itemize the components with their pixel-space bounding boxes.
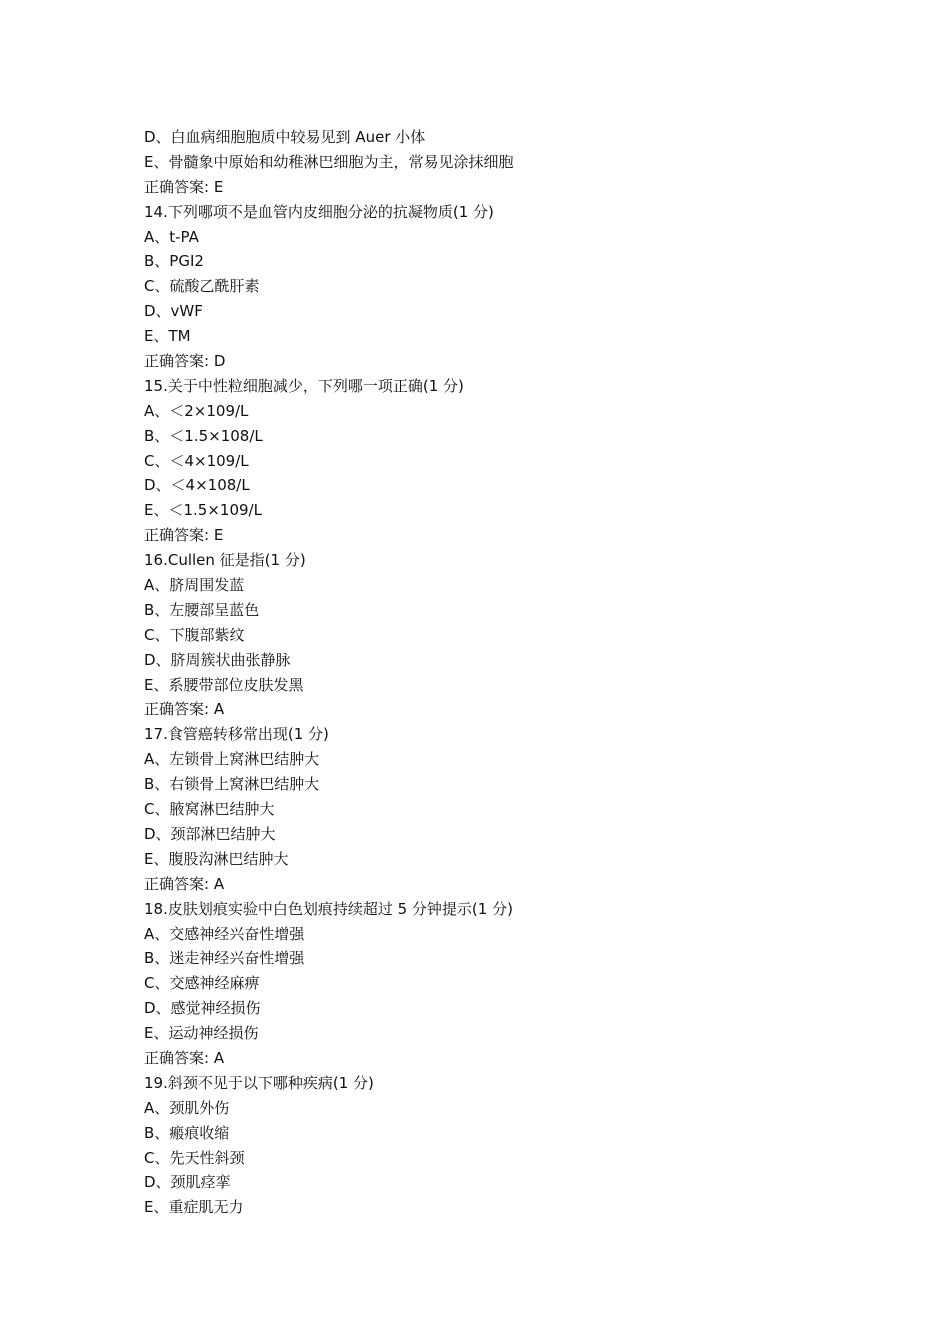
option-line: E、TM [144, 327, 191, 346]
option-line: C、交感神经麻痹 [144, 974, 260, 993]
answer-line: 正确答案: D [144, 352, 226, 371]
answer-line: 正确答案: E [144, 177, 224, 196]
option-line: A、颈肌外伤 [144, 1098, 230, 1117]
option-line: A、左锁骨上窝淋巴结肿大 [144, 750, 320, 769]
option-line: E、系腰带部位皮肤发黑 [144, 675, 304, 694]
option-line: A、脐周围发蓝 [144, 576, 245, 595]
option-line: B、瘢痕收缩 [144, 1123, 230, 1142]
option-line: E、运动神经损伤 [144, 1024, 259, 1043]
option-line: D、颈肌痉挛 [144, 1173, 231, 1192]
question-line: 18.皮肤划痕实验中白色划痕持续超过 5 分钟提示(1 分) [144, 899, 513, 918]
option-line: D、感觉神经损伤 [144, 999, 261, 1018]
option-line: C、＜4×109/L [144, 451, 249, 470]
option-line: B、右锁骨上窝淋巴结肿大 [144, 775, 320, 794]
option-line: B、PGI2 [144, 252, 204, 271]
option-line: C、硫酸乙酰肝素 [144, 277, 260, 296]
answer-line: 正确答案: A [144, 1048, 225, 1067]
answer-line: 正确答案: A [144, 700, 225, 719]
option-line: D、白血病细胞胞质中较易见到 Auer 小体 [144, 128, 426, 146]
option-line: D、＜4×108/L [144, 476, 250, 495]
question-line: 16.Cullen 征是指(1 分) [144, 551, 306, 570]
option-line: A、t-PA [144, 227, 199, 246]
option-line: B、＜1.5×108/L [144, 426, 263, 445]
option-line: B、左腰部呈蓝色 [144, 600, 260, 619]
option-line: A、交感神经兴奋性增强 [144, 924, 305, 943]
option-line: E、骨髓象中原始和幼稚淋巴细胞为主，常易见涂抹细胞 [144, 152, 514, 171]
option-line: E、重症肌无力 [144, 1198, 244, 1217]
option-line: A、＜2×109/L [144, 401, 249, 420]
option-line: D、脐周簇状曲张静脉 [144, 650, 291, 669]
option-line: C、腋窝淋巴结肿大 [144, 800, 275, 819]
answer-line: 正确答案: E [144, 526, 224, 545]
option-line: D、颈部淋巴结肿大 [144, 824, 276, 843]
option-line: D、vWF [144, 302, 203, 321]
question-line: 15.关于中性粒细胞减少，下列哪一项正确(1 分) [144, 376, 464, 395]
option-line: E、腹股沟淋巴结肿大 [144, 849, 289, 868]
option-line: C、先天性斜颈 [144, 1148, 245, 1167]
question-line: 19.斜颈不见于以下哪种疾病(1 分) [144, 1073, 374, 1092]
document-text [144, 125, 904, 1220]
question-line: 17.食管癌转移常出现(1 分) [144, 725, 329, 744]
option-line: B、迷走神经兴奋性增强 [144, 949, 305, 968]
option-line: E、＜1.5×109/L [144, 501, 262, 520]
option-line: C、下腹部紫纹 [144, 625, 245, 644]
question-line: 14.下列哪项不是血管内皮细胞分泌的抗凝物质(1 分) [144, 202, 494, 221]
answer-line: 正确答案: A [144, 874, 225, 893]
